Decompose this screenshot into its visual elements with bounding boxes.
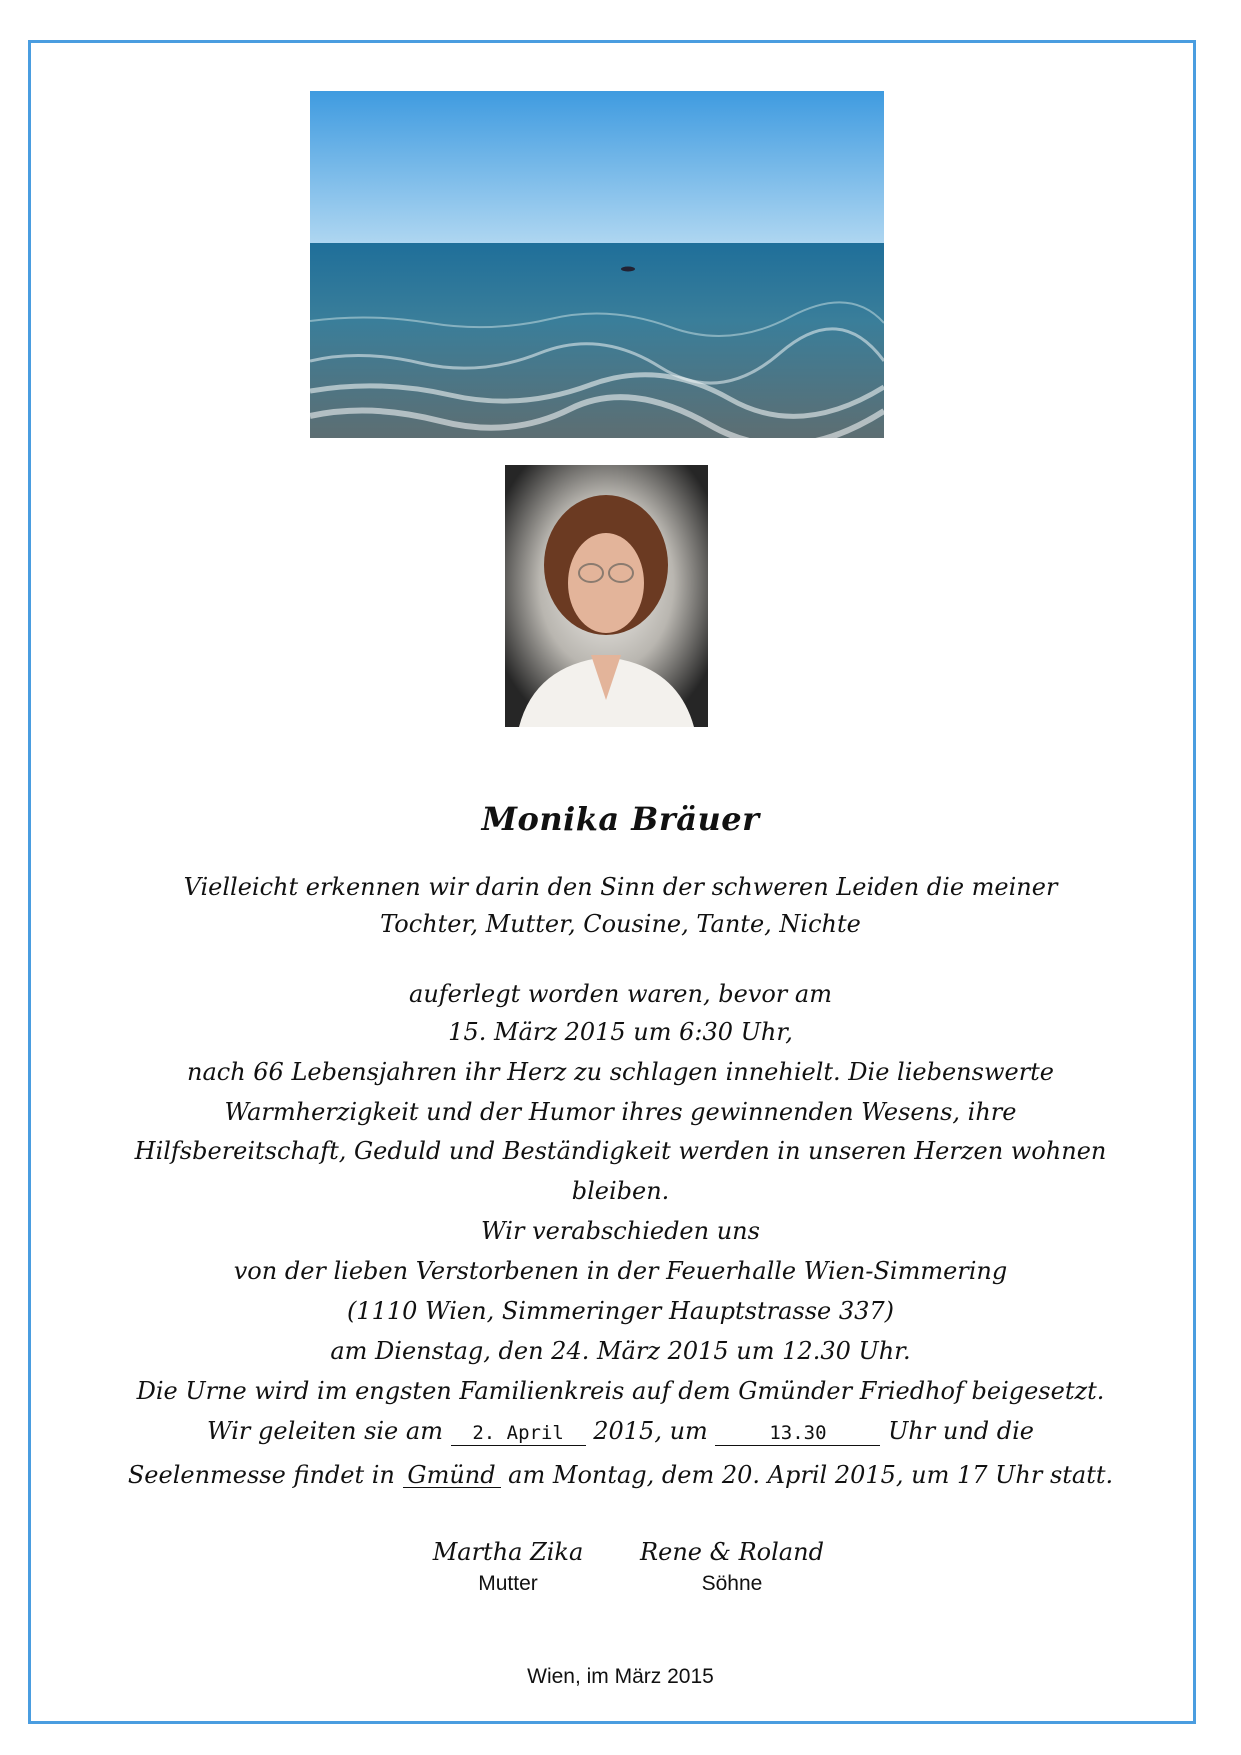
text-line: auferlegt worden waren, bevor am <box>409 980 832 1008</box>
text-line: Die Urne wird im engsten Familienkreis auf dem Gmünder Friedhof beigesetzt. <box>136 1377 1105 1405</box>
text-line: 15. März 2015 um 6:30 Uhr, <box>448 1018 793 1046</box>
signature-sons <box>622 1538 842 1596</box>
text-line: Warmherzigkeit und der Humor ihres gewinnenden Wesens, ihre <box>224 1098 1017 1126</box>
mass-line <box>0 1460 1241 1490</box>
text-line: bleiben. <box>571 1177 670 1205</box>
text-line: von der lieben Verstorbenen in der Feuerhalle Wien-Simmering <box>233 1257 1008 1285</box>
urn-line-mid: 2015, um <box>593 1417 708 1445</box>
urn-ceremony-line <box>0 1416 1241 1446</box>
text-line: Wir verabschieden uns <box>481 1217 760 1245</box>
signature-name: Rene & Roland <box>640 1538 824 1566</box>
text-line: nach 66 Lebensjahren ihr Herz zu schlagen innehielt. Die liebenswerte <box>186 1058 1055 1086</box>
signature-name: Martha Zika <box>432 1538 584 1566</box>
place-and-date: Wien, im März 2015 <box>527 1665 714 1688</box>
text-line: Hilfsbereitschaft, Geduld und Beständigkeit werden in unseren Herzen wohnen <box>134 1137 1107 1165</box>
urn-line-post: Uhr und die <box>888 1417 1035 1445</box>
mass-place-field: Gmünd <box>403 1463 501 1488</box>
signature-role: Söhne <box>701 1572 763 1595</box>
portrait-photo <box>505 465 708 727</box>
text-line: (1110 Wien, Simmeringer Hauptstrasse 337) <box>346 1297 895 1325</box>
urn-time-field: 13.30 <box>715 1421 880 1446</box>
signature-role: Mutter <box>478 1572 538 1595</box>
sea-photo <box>310 91 884 438</box>
text-line: Vielleicht erkennen wir darin den Sinn der schweren Leiden die meiner <box>183 873 1058 901</box>
deceased-name: Monika Bräuer <box>481 800 760 838</box>
urn-line-pre: Wir geleiten sie am <box>206 1417 443 1445</box>
text-line: Tochter, Mutter, Cousine, Tante, Nichte <box>380 910 861 938</box>
text-line: am Dienstag, den 24. März 2015 um 12.30 Uhr. <box>330 1337 911 1365</box>
urn-date-field: 2. April <box>451 1421 586 1446</box>
mass-line-pre: Seelenmesse findet in <box>127 1461 395 1489</box>
signature-mother <box>398 1538 618 1596</box>
mass-line-post: am Montag, dem 20. April 2015, um 17 Uhr statt. <box>508 1461 1114 1489</box>
